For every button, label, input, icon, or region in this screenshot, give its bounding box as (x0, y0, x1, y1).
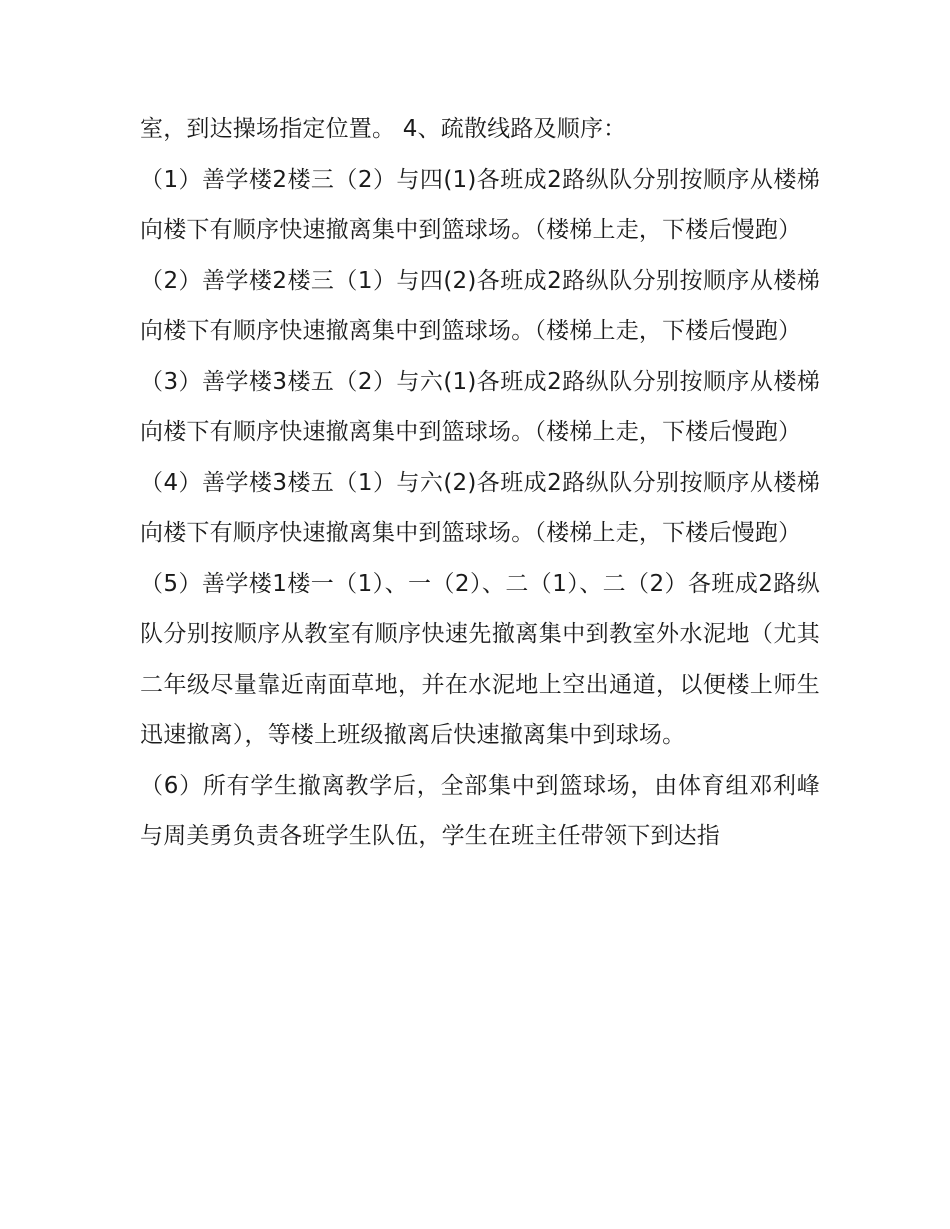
paragraph-route-3: （3）善学楼3楼五（2）与六(1)各班成2路纵队分别按顺序从楼梯向楼下有顺序快速撤离集中到篮球场。（楼梯上走，下楼后慢跑） (140, 368, 820, 445)
paragraph-route-6: （6）所有学生撤离教学后，全部集中到篮球场，由体育组邓利峰与周美勇负责各班学生队伍，学生在班主任带领下到达指 (140, 772, 820, 849)
paragraph-route-1: （1）善学楼2楼三（2）与四(1)各班成2路纵队分别按顺序从楼梯向楼下有顺序快速撤离集中到篮球场。（楼梯上走，下楼后慢跑） (140, 166, 820, 243)
paragraph-evacuation-intro: 室，到达操场指定位置。 4、疏散线路及顺序： (140, 116, 627, 142)
paragraph-route-5: （5）善学楼1楼一（1）、一（2）、二（1）、二（2）各班成2路纵队分别按顺序从教室有顺序快速先撤离集中到教室外水泥地（尤其二年级尽量靠近南面草地，并在水泥地上空出通道，以便楼上师生迅速撤离），等楼上班级撤离后快速撤离集中到球场。 (140, 570, 820, 748)
paragraph-route-2: （2）善学楼2楼三（1）与四(2)各班成2路纵队分别按顺序从楼梯向楼下有顺序快速撤离集中到篮球场。（楼梯上走，下楼后慢跑） (140, 267, 820, 344)
document-page (140, 104, 820, 862)
paragraph-route-4: （4）善学楼3楼五（1）与六(2)各班成2路纵队分别按顺序从楼梯向楼下有顺序快速撤离集中到篮球场。（楼梯上走，下楼后慢跑） (140, 469, 820, 546)
